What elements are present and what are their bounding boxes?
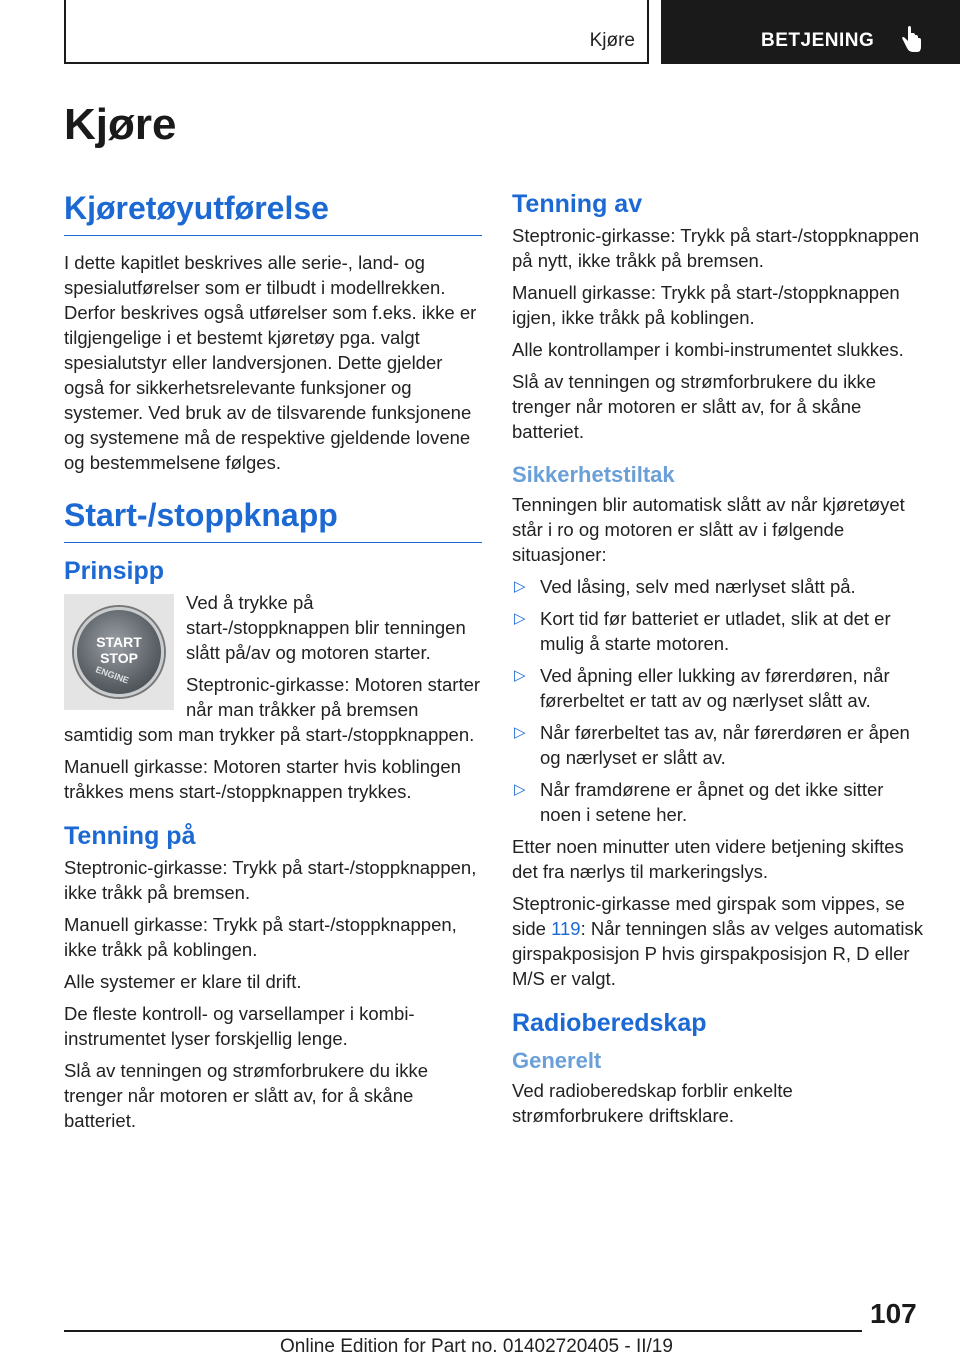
paragraph-tenning-av-1: Steptronic-girkasse: Trykk på start-/stoppknappen på nytt, ikke tråkk på bremsen. [512,225,920,271]
paragraph-prinsipp-2: Steptronic-girkasse: Motoren starter når man tråkker på bremsen samtidig som man trykker på start-/stoppknappen. [64,674,481,745]
right-column [512,190,924,1135]
footer-divider [64,1330,862,1332]
paragraph-sikkerhet-3: Steptronic-girkasse med girspak som vippes, se side 119: Når tenningen slås av velges automatisk girspakposisjon P hvis girspakposisjon R, D eller M/S er valgt. [512,893,924,989]
page-number: 107 [870,1298,917,1329]
list-item: ▷ Når framdørene er åpnet og det ikke sitter noen i setene her. [514,779,884,825]
header-section: BETJENING [761,30,875,51]
list-item: ▷ Ved åpning eller lukking av førerdøren, når førerbeltet er tatt av og nærlyset slått av. [514,665,890,711]
header-chapter: Kjøre [589,30,635,51]
paragraph-tenning-pa-1: Steptronic-girkasse: Trykk på start-/stoppknappen, ikke tråkk på bremsen. [64,857,477,903]
paragraph-prinsipp-3: Manuell girkasse: Motoren starter hvis koblingen tråkkes mens start-/stoppknappen trykkes. [64,756,461,802]
paragraph-tenning-pa-3: Alle systemer er klare til drift. [64,971,302,992]
heading-generelt: Generelt [512,1048,602,1073]
start-stop-button-image [64,594,174,710]
paragraph-tenning-pa-5: Slå av tenningen og strømforbrukere du ikke trenger når motoren er slått av, for å skåne batteriet. [64,1060,429,1131]
heading-vehicle-design: Kjøretøyutførelse [64,190,482,236]
paragraph-prinsipp-1: Ved å trykke på start-/stoppknappen blir tenningen slått på/av og motoren starter. [186,592,466,663]
paragraph-tenning-av-2: Manuell girkasse: Trykk på start-/stoppknappen igjen, ikke tråkk på koblingen. [512,282,900,328]
footer-edition: Online Edition for Part no. 01402720405 - II/19 [280,1336,673,1357]
paragraph-sikkerhet-2: Etter noen minutter uten videre betjening skiftes det fra nærlys til markeringslys. [512,836,904,882]
triangle-bullet-icon: ▷ [514,667,526,684]
paragraph-sikkerhet-1: Tenningen blir automatisk slått av når kjøretøyet står i ro og motoren er slått av i følgende situasjoner: [512,494,905,565]
header-chapter-box [64,0,649,64]
page-title: Kjøre [64,100,177,149]
safety-list [512,574,924,827]
paragraph-tenning-av-4: Slå av tenningen og strømforbrukere du ikke trenger når motoren er slått av, for å skåne batteriet. [512,371,877,442]
heading-sikkerhetstiltak: Sikkerhetstiltak [512,462,675,487]
paragraph-tenning-av-3: Alle kontrollamper i kombi-instrumentet slukkes. [512,339,904,360]
triangle-bullet-icon: ▷ [514,610,526,627]
triangle-bullet-icon: ▷ [514,724,526,741]
paragraph-tenning-pa-4: De fleste kontroll- og varsellamper i kombi-instrumentet lyser forskjellig lenge. [64,1003,415,1049]
triangle-bullet-icon: ▷ [514,578,526,595]
start-stop-button-icon: START STOP ENGINE [74,607,164,697]
list-item: ▷ Ved låsing, selv med nærlyset slått på. [514,576,856,597]
heading-start-stop: Start-/stoppknapp [64,497,482,543]
paragraph-tenning-pa-2: Manuell girkasse: Trykk på start-/stoppknappen, ikke tråkk på koblingen. [64,914,457,960]
paragraph-vehicle-design: I dette kapitlet beskrives alle serie-, land- og spesialutførelser som er tilbudt i modellrekken. Derfor beskrives også utførelser som f.eks. ikke er tilgjengelige i et bestemt kjøretøy pga. valgt spesialutstyr eller landversjonen. Dette gjelder også for sikkerhetsrelevante funksjoner og systemer. Ved bruk av de tilsvarende funksjonene og systemene må de respektive gjeldende lovene og bestemmelsene følges. [64,252,477,473]
hand-pointer-icon [899,26,923,54]
triangle-bullet-icon: ▷ [514,781,526,798]
heading-radioberedskap: Radioberedskap [512,1009,707,1037]
page-reference-link[interactable]: 119 [551,918,581,939]
heading-tenning-pa: Tenning på [64,822,196,850]
header-section-box [661,0,960,64]
list-item: ▷ Når førerbeltet tas av, når førerdøren er åpen og nærlyset er slått av. [514,722,910,768]
heading-prinsipp: Prinsipp [64,557,165,585]
list-item: ▷ Kort tid før batteriet er utladet, slik at det er mulig å starte motoren. [514,608,891,654]
heading-tenning-av: Tenning av [512,190,643,218]
prinsipp-block [64,590,482,754]
left-column [64,190,482,1140]
paragraph-generelt: Ved radioberedskap forblir enkelte strømforbrukere driftsklare. [512,1080,793,1126]
